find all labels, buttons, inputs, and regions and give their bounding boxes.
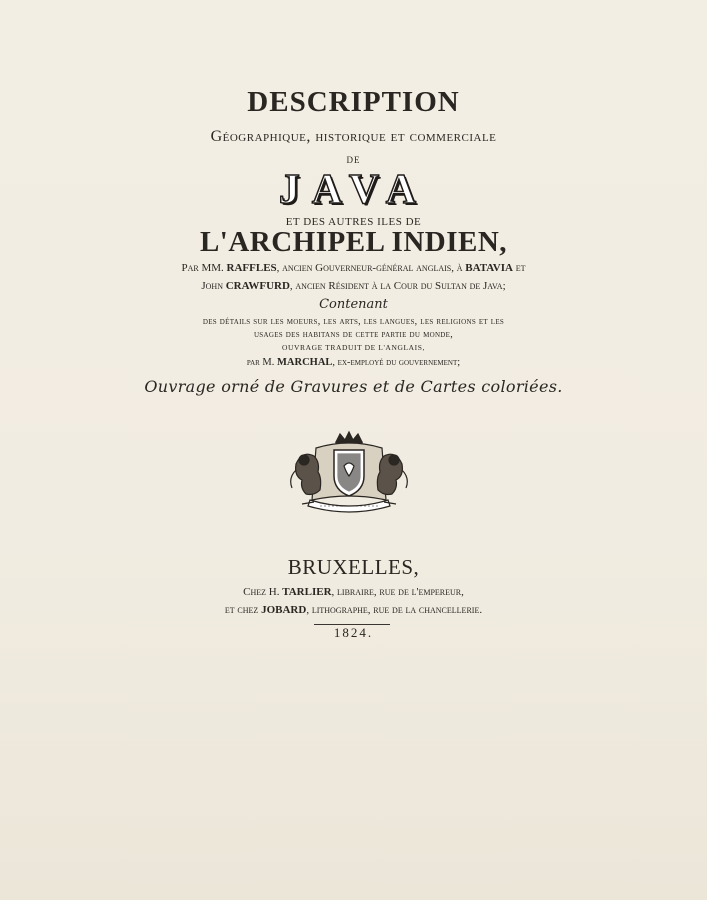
subtitle: Géographique, historique et commerciale [210, 128, 497, 145]
imprint-year: 1824. [333, 625, 374, 640]
details-line-1: des détails sur les moeurs, les arts, les langues, les religions et les [202, 316, 505, 327]
par-mm: Par MM. [181, 262, 224, 274]
coat-of-arms-icon [288, 430, 410, 516]
translator-line [0, 357, 707, 368]
crawfurd-desc: , ancien Résident à la Cour du Sultan de Java; [289, 280, 506, 292]
archipel-title: L'ARCHIPEL INDIEN, [199, 226, 508, 258]
imprint-line-2 [0, 604, 707, 616]
java-title: JAVA [278, 167, 429, 213]
raffles-desc: , ancien Gouverneur-général anglais, à [276, 262, 463, 274]
tarlier-desc: , libraire, rue de l'empereur, [331, 586, 464, 598]
et-chez: et chez [224, 604, 259, 616]
raffles-name: RAFFLES [226, 262, 277, 274]
contenant: Contenant [319, 297, 388, 312]
et-des-autres-line: ET DES AUTRES ILES DE [285, 216, 422, 228]
de-line: DE [346, 155, 361, 165]
details-line-2: usages des habitans de cette partie du monde, [253, 329, 454, 340]
marchal-desc: , ex-employé du gouvernement; [332, 357, 461, 368]
orne-line: Ouvrage orné de Gravures et de Cartes coloriées. [144, 377, 563, 396]
chez-h: Chez H. [243, 586, 280, 598]
authors-line-2 [0, 280, 707, 292]
description-heading: DESCRIPTION [247, 86, 460, 118]
jobard-desc: , lithographe, rue de la chancellerie. [306, 604, 483, 616]
tarlier-name: TARLIER [282, 586, 332, 598]
par-m: par M. [246, 357, 275, 368]
crawfurd-name: CRAWFURD [225, 280, 290, 292]
batavia: BATAVIA [465, 262, 513, 274]
jobard-name: JOBARD [261, 604, 307, 616]
marchal-name: MARCHAL [277, 357, 333, 368]
traduit-line: OUVRAGE TRADUIT DE L'ANGLAIS, [281, 343, 426, 352]
john: John [201, 280, 223, 292]
imprint-line-1 [0, 586, 707, 598]
et-word: et [515, 262, 526, 274]
imprint-city: BRUXELLES, [287, 555, 420, 579]
authors-line-1 [0, 262, 707, 274]
